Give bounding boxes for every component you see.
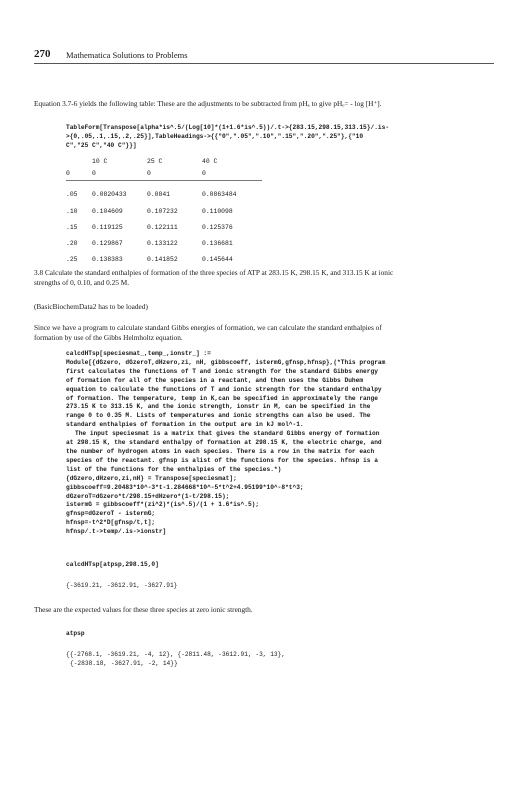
table-row	[66, 254, 262, 266]
paragraph-line: formation by use of the Gibbs Helmholtz equation.	[34, 333, 183, 342]
table-cell: 0.119125	[92, 223, 123, 231]
code-line: at 298.15 K, the standard enthalpy of formation at 298.15 K, the electric charge, and	[66, 439, 382, 447]
table-cell: 0.107232	[147, 207, 178, 215]
code-line: of formation for all of the species in a reactant, and then uses the Gibbs Duhem	[66, 376, 364, 384]
code-line: TableForm[Transpose[alpha*is^.5/(Log[10]*(1+1.6*is^.5))/.t->{283.15,298.15,313.15}/.is-	[66, 124, 390, 131]
code-line: range 0 to 0.35 M. Lists of temperatures and ionic strengths can also be used. The	[66, 412, 371, 420]
code-line: first calculates the functions of T and ionic strength for the standard Gibbs energy	[66, 367, 378, 375]
problem-line: 3.8 Calculate the standard enthalpies of formation of the three species of ATP at 283.15 K, 298.15 K, and 313.15 K at ionic	[34, 268, 394, 277]
code-line: dGzeroT=dGzero*t/298.15+dHzero*(1-t/298.15);	[66, 492, 230, 500]
paragraph	[34, 323, 382, 343]
code-line: hfnsp=-t^2*D[gfnsp/t,t];	[66, 519, 156, 527]
code-line: gibbscoeff=9.20483*10^-3*t-1.284668*10^-5*t^2+4.95199*10^-8*t^3;	[66, 483, 304, 491]
row-label: .10	[66, 207, 78, 215]
row-label: .20	[66, 240, 78, 248]
output-result-2	[66, 651, 285, 669]
row-label: .15	[66, 223, 78, 231]
page-number: 270	[34, 48, 51, 60]
code-line: calcdHTsp[speciesmat_,temp_,ionstr_] :=	[66, 350, 211, 357]
table-row	[66, 167, 262, 180]
row-label: 0	[66, 169, 70, 177]
code-line: istermG = gibbscoeff*(zi^2)*(is^.5)/(1 + 1.6*is^.5);	[66, 501, 260, 509]
intro-text: Equation 3.7-6 yields the following table: These are the adjustments to be subtracted from pHₐ to give pHₒ= - log [H⁺].	[34, 99, 382, 108]
table-cell: 0.133122	[147, 240, 178, 248]
table-cell: 0	[202, 169, 206, 177]
code-line: gfnsp=dGzeroT - istermG;	[66, 510, 156, 518]
code-line: C","25 C","40 C"}}]	[66, 141, 137, 149]
table-cell: 0.141852	[147, 256, 178, 264]
table-cell: 0.0820433	[92, 191, 127, 199]
output-line: {{-2768.1, -3619.21, -4, 12}, {-2811.48, -3612.91, -3, 13},	[66, 651, 286, 658]
table-cell: 0.122111	[147, 223, 178, 231]
code-line: >{0,.05,.1,.15,.2,.25}],TableHeadings->{{"0",".05",".10",".15",".20",".25"},{"10	[66, 132, 364, 140]
table-cell: 0.104609	[92, 207, 123, 215]
table-cell: 0.110098	[202, 207, 233, 215]
output-result-1: {-3619.21, -3612.91, -3627.91}	[66, 582, 178, 589]
code-line: hfnsp/.t->temp/.is->ionstr]	[66, 528, 167, 536]
table-cell: 0	[92, 169, 96, 177]
load-note: (BasicBiochemData2 has to be loaded)	[34, 302, 148, 311]
table-cell: 0	[147, 169, 151, 177]
code-line: list of the functions for the enthalpies of the species.*)	[66, 465, 282, 473]
code-line: {dGzero,dHzero,zi,nH} = Transpose[speciesmat];	[66, 474, 237, 482]
code-line: 273.15 K to 313.15 K, and the ionic strength, ionstr in M, can be specified in the	[66, 403, 371, 411]
code-line: standard enthalpies of formation in the output are in kJ mol^-1.	[66, 421, 304, 429]
problem-3-8	[34, 268, 393, 288]
table-row	[66, 189, 262, 201]
code-block-table	[66, 124, 389, 151]
col-header: 40 C	[202, 157, 218, 165]
table-cell: 0.129867	[92, 240, 123, 248]
input-call-calcdHTsp: calcdHTsp[atpsp,298.15,0]	[66, 561, 159, 568]
expected-text: These are the expected values for these three species at zero ionic strength.	[34, 605, 253, 614]
row-label: .05	[66, 191, 78, 199]
output-line: {-2838.18, -3627.91, -2, 14}}	[70, 659, 178, 667]
problem-line: strengths of 0, 0.10, and 0.25 M.	[34, 278, 130, 287]
table-cell: 0.125376	[202, 223, 233, 231]
code-line: species of the reactant. gfnsp is alist of the functions for the species. hfnsp is a	[66, 456, 378, 464]
output-table	[66, 155, 262, 266]
table-cell: 0.0841	[147, 191, 171, 199]
table-row	[66, 205, 262, 217]
row-label: .25	[66, 256, 78, 264]
code-line: Module[{dGzero, dGzeroT,dHzero,zi, nH, gibbscoeff, istermG,gfnsp,hfnsp},(*This program	[66, 358, 386, 366]
input-call-atpsp: atpsp	[66, 630, 85, 637]
col-header: 10 C	[92, 157, 108, 165]
table-cell: 0.145644	[202, 256, 233, 264]
table-cell: 0.136681	[202, 240, 233, 248]
table-row	[66, 237, 262, 249]
header-rule	[34, 63, 494, 64]
code-line: of formation. The temperature, temp in K,can be specified in approximately the range	[66, 394, 378, 402]
table-header-row	[66, 155, 262, 167]
paragraph-line: Since we have a program to calculate standard Gibbs energies of formation, we can calculate the standard enthalpies of	[34, 323, 382, 332]
code-line: The input speciesmat is a matrix that gives the standard Gibbs energy of formation	[75, 430, 380, 438]
table-cell: 0.138383	[92, 256, 123, 264]
col-header: 25 C	[147, 157, 163, 165]
table-row	[66, 221, 262, 233]
code-line: equation to calculate the functions of T and ionic strength for the standard enthalpy	[66, 385, 382, 393]
code-block-calcdHTsp	[66, 350, 385, 537]
table-cell: 0.0863484	[202, 191, 237, 199]
book-title: Mathematica Solutions to Problems	[66, 50, 188, 60]
code-line: the number of hydrogen atoms in each species. There is a row in the matrix for each	[66, 447, 375, 455]
